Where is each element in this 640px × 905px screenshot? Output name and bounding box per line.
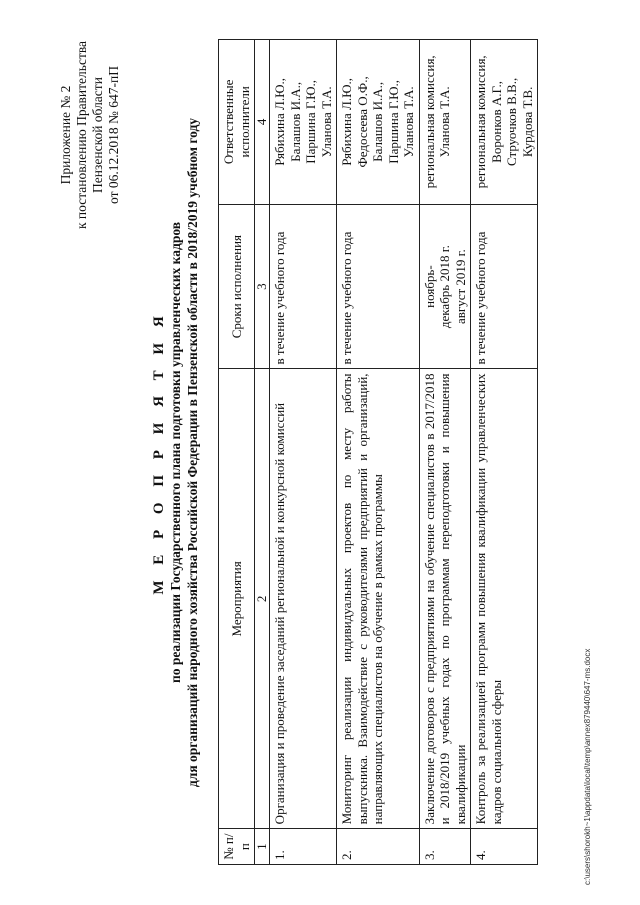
appendix-date: от 06.12.2018 № 647-пП xyxy=(106,66,121,204)
table-header-row xyxy=(219,40,255,865)
row-deadline xyxy=(419,204,471,369)
responsible-person: Струочков В.В., xyxy=(504,77,519,166)
responsible-person: Федосеева О.Ф., xyxy=(354,76,370,168)
events-table xyxy=(218,39,538,865)
table-row xyxy=(419,40,471,865)
row-num: 1. xyxy=(270,829,337,865)
row-event: Контроль за реализацией программ повышения квалификации управленческих кадров социальной сферы xyxy=(471,369,538,829)
row-deadline: в течение учебного года xyxy=(337,204,420,369)
row-num: 4. xyxy=(471,829,538,865)
responsible-person: Воронков А.Г., xyxy=(488,80,504,163)
deadline-line: август 2019 г. xyxy=(452,249,468,325)
row-event: Мониторинг реализации индивидуальных проектов по месту работы выпускника. Взаимодействие с руководителями предприятий и организаций, направляющих специалистов на обучение в рамках программы xyxy=(337,369,420,829)
header-num: № п/п xyxy=(219,829,255,865)
header-deadline: Сроки исполнения xyxy=(219,204,255,369)
header-responsible: Ответственные исполнители xyxy=(219,40,255,205)
appendix-ref: к постановлению Правительства xyxy=(74,40,89,230)
document-title xyxy=(150,40,201,865)
column-index: 1 xyxy=(255,829,270,865)
deadline-line: ноябрь- xyxy=(421,265,437,308)
responsible-person: Уланова Т.А. xyxy=(437,86,452,158)
column-index: 4 xyxy=(255,40,270,205)
row-num: 2. xyxy=(337,829,420,865)
row-num: 3. xyxy=(419,829,471,865)
table-row xyxy=(270,40,337,865)
appendix-number: Приложение № 2 xyxy=(58,85,73,185)
file-path-footer: c:\users\shorokh~1\appdata\local\temp\annex879440\647-ms.docx xyxy=(583,648,592,885)
row-responsible xyxy=(419,40,471,205)
table-row xyxy=(337,40,420,865)
title-main: М Е Р О П Р И Я Т И Я xyxy=(151,310,167,595)
responsible-person: Рябихина Л.Ю., xyxy=(272,78,287,166)
responsible-person: Балашов И.А., xyxy=(287,81,303,162)
row-event: Заключение договоров с предприятиями на обучение специалистов в 2017/2018 и 2018/2019 учебных годах по программам переподготовки и повышения квалификации xyxy=(419,369,471,829)
row-responsible xyxy=(471,40,538,205)
responsible-person: Паршина Г.Ю., xyxy=(303,80,318,164)
row-deadline: в течение учебного года xyxy=(471,204,538,369)
responsible-person: Уланова Т.А. xyxy=(318,86,334,158)
responsible-person: Рябихина Л.Ю., xyxy=(339,78,354,166)
column-index-row xyxy=(255,40,270,865)
appendix-header xyxy=(58,15,122,255)
column-index: 3 xyxy=(255,204,270,369)
row-deadline: в течение учебного года xyxy=(270,204,337,369)
responsible-person: Курдова Т.В. xyxy=(519,86,535,158)
row-responsible xyxy=(270,40,337,205)
responsible-person: Паршина Г.Ю., xyxy=(385,80,401,164)
responsible-person: региональная комиссия, xyxy=(421,55,437,189)
responsible-person: региональная комиссия, xyxy=(473,55,488,189)
appendix-region: Пензенской области xyxy=(90,77,105,193)
column-index: 2 xyxy=(255,369,270,829)
table-row xyxy=(471,40,538,865)
title-sub-1: по реализации Государственного плана подготовки управленческих кадров xyxy=(168,221,183,684)
row-responsible xyxy=(337,40,420,205)
responsible-person: Уланова Т.А. xyxy=(401,86,416,158)
deadline-line: декабрь 2018 г. xyxy=(437,245,452,329)
row-event: Организация и проведение заседаний региональной и конкурсной комиссий xyxy=(270,369,337,829)
header-event: Мероприятия xyxy=(219,369,255,829)
title-sub-2: для организаций народного хозяйства Российской Федерации в Пензенской области в 2018/2019 учебном году xyxy=(184,117,200,788)
responsible-person: Балашов И.А., xyxy=(370,81,385,162)
